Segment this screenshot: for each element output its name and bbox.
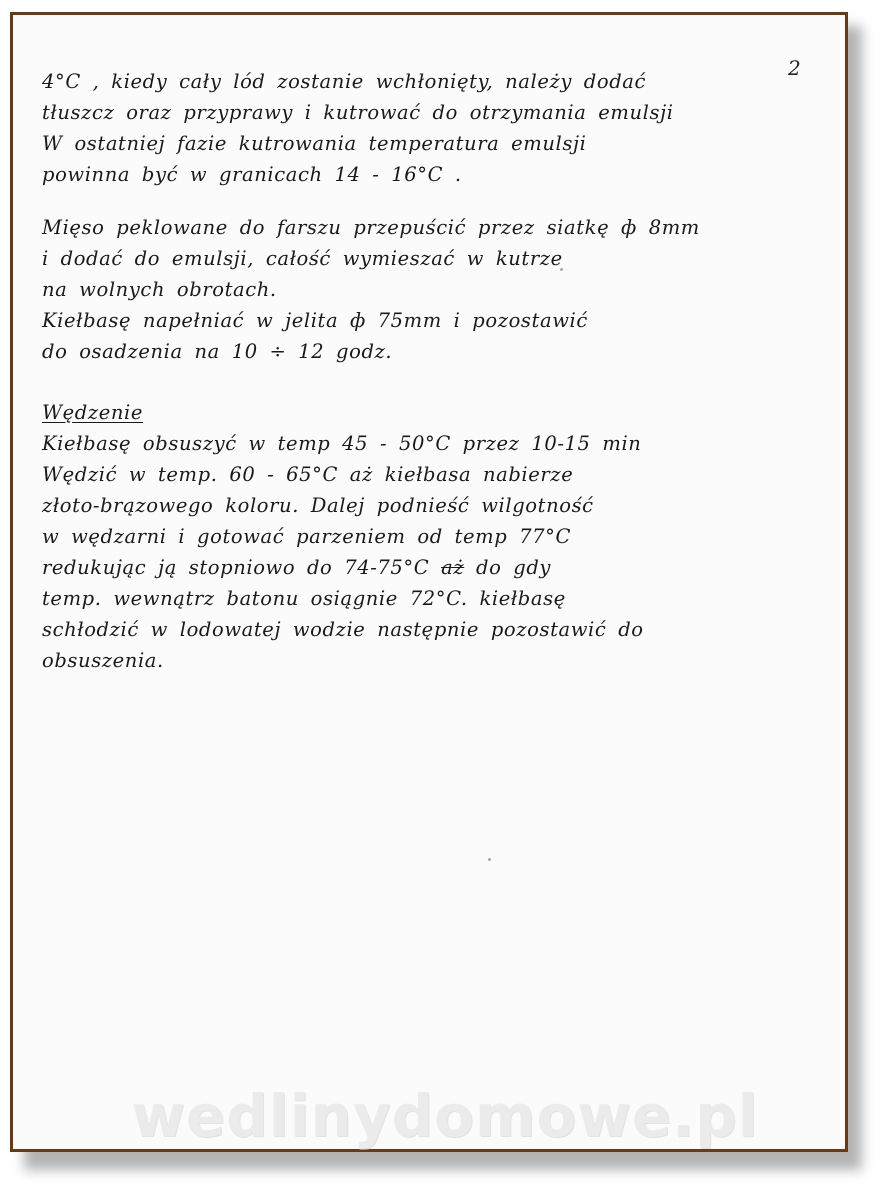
text-line: Kiełbasę napełniać w jelita ф 75mm i pozostawić	[42, 309, 588, 332]
text-line: schłodzić w lodowatej wodzie następnie pozostawić do	[42, 618, 644, 641]
handwritten-text	[42, 66, 832, 676]
text-fragment: redukując ją stopniowo do 74-75°C	[42, 556, 430, 579]
struck-out-word: aż	[441, 556, 465, 579]
text-line: do osadzenia na 10 ÷ 12 godz.	[42, 340, 393, 363]
paper-speck	[488, 858, 491, 861]
text-line: obsuszenia.	[42, 649, 164, 672]
text-line: i dodać do emulsji, całość wymieszać w kutrze	[42, 247, 563, 270]
text-line: tłuszcz oraz przyprawy i kutrować do otrzymania emulsji	[42, 101, 674, 124]
watermark: wedlinydomowe.pl	[131, 1082, 759, 1150]
text-line: Wędzić w temp. 60 - 65°C aż kiełbasa nabierze	[42, 463, 574, 486]
text-line: W ostatniej fazie kutrowania temperatura emulsji	[42, 132, 587, 155]
page-number: 2	[788, 56, 801, 80]
text-line: Mięso peklowane do farszu przepuścić przez siatkę ф 8mm	[42, 216, 700, 239]
text-line: w wędzarni i gotować parzeniem od temp 77°C	[42, 525, 572, 548]
section-heading: Wędzenie	[42, 401, 144, 424]
paragraph-gap	[42, 367, 832, 397]
text-line: Kiełbasę obsuszyć w temp 45 - 50°C przez 10-15 min	[42, 432, 642, 455]
text-line: 4°C , kiedy cały lód zostanie wchłonięty, należy dodać	[42, 70, 647, 93]
text-line: na wolnych obrotach.	[42, 278, 277, 301]
text-fragment: do gdy	[476, 556, 552, 579]
text-line: powinna być w granicach 14 - 16°C .	[42, 163, 462, 186]
paragraph-gap	[42, 190, 832, 212]
text-line: temp. wewnątrz batonu osiągnie 72°C. kiełbasę	[42, 587, 566, 610]
text-line: złoto-brązowego koloru. Dalej podnieść wilgotność	[42, 494, 594, 517]
text-line	[42, 552, 832, 583]
